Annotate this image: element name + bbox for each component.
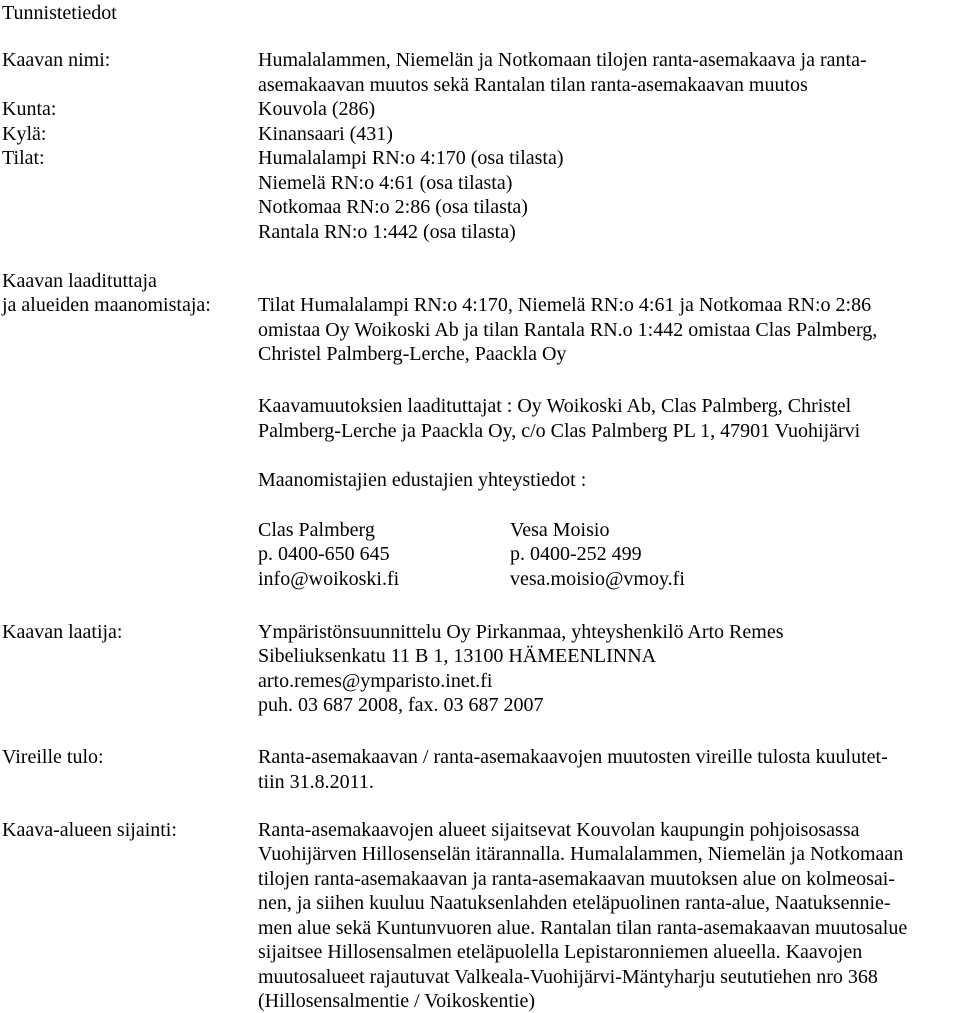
- location-line: tilojen ranta-asemakaavan ja ranta-asemakaavan muutoksen alue on kolmeosai-: [258, 868, 895, 890]
- estate-item: Notkomaa RN:o 2:86 (osa tilasta): [258, 196, 528, 218]
- initiator-label-line-1: Kaavan laadituttaja: [2, 270, 157, 292]
- location-line: men alue sekä Kuntunvuoren alue. Rantalan tilan ranta-asemakaavan muutosalue: [258, 917, 908, 939]
- plan-name-label: Kaavan nimi:: [2, 49, 111, 71]
- owners-line: Tilat Humalalampi RN:o 4:170, Niemelä RN:o 4:61 ja Notkomaa RN:o 2:86: [258, 294, 872, 316]
- location-line: (Hillosensalmentie / Voikoskentie): [258, 990, 536, 1012]
- contact-1-email: info@woikoski.fi: [258, 568, 400, 590]
- contact-1-name: Clas Palmberg: [258, 519, 375, 541]
- drafter-line: Sibeliuksenkatu 11 B 1, 13100 HÄMEENLINNA: [258, 645, 657, 667]
- contacts-heading: Maanomistajien edustajien yhteystiedot :: [258, 469, 587, 491]
- municipality-label: Kunta:: [2, 98, 57, 120]
- location-line: Vuohijärven Hillosenselän itärannalla. Humalalammen, Niemelän ja Notkomaan: [258, 843, 904, 865]
- initiator-label-line-2: ja alueiden maanomistaja:: [2, 294, 211, 316]
- initiation-line-1: Ranta-asemakaavan / ranta-asemakaavojen muutosten vireille tulosta kuulutet-: [258, 746, 888, 768]
- owners-line: omistaa Oy Woikoski Ab ja tilan Rantala RN.o 1:442 omistaa Clas Palmberg,: [258, 319, 878, 341]
- initiation-line-2: tiin 31.8.2011.: [258, 771, 374, 793]
- drafter-line: puh. 03 687 2008, fax. 03 687 2007: [258, 694, 544, 716]
- municipality-value: Kouvola (286): [258, 98, 376, 120]
- amendment-line: Kaavamuutoksien laadituttajat : Oy Woikoski Ab, Clas Palmberg, Christel: [258, 395, 852, 417]
- drafter-label: Kaavan laatija:: [2, 621, 123, 643]
- location-line: sijaitsee Hillosensalmen eteläpuolella Lepistaronniemen alueella. Kaavojen: [258, 941, 863, 963]
- location-line: muutosalueet rajautuvat Valkeala-Vuohijärvi-Mäntyharju seututiehen nro 368: [258, 966, 878, 988]
- village-value: Kinansaari (431): [258, 123, 393, 145]
- village-label: Kylä:: [2, 123, 47, 145]
- estate-item: Rantala RN:o 1:442 (osa tilasta): [258, 221, 516, 243]
- plan-name-line-1: Humalalammen, Niemelän ja Notkomaan tilojen ranta-asemakaava ja ranta-: [258, 49, 867, 71]
- contact-2-name: Vesa Moisio: [510, 519, 610, 541]
- page-heading: Tunnistetiedot: [2, 2, 117, 24]
- location-label: Kaava-alueen sijainti:: [2, 819, 177, 841]
- owners-line: Christel Palmberg-Lerche, Paackla Oy: [258, 343, 567, 365]
- estate-item: Humalalampi RN:o 4:170 (osa tilasta): [258, 147, 564, 169]
- plan-name-line-2: asemakaavan muutos sekä Rantalan tilan ranta-asemakaavan muutos: [258, 74, 808, 96]
- location-line: nen, ja siihen kuuluu Naatuksenlahden eteläpuolinen ranta-alue, Naatuksennie-: [258, 892, 891, 914]
- drafter-line: Ympäristönsuunnittelu Oy Pirkanmaa, yhteyshenkilö Arto Remes: [258, 621, 784, 643]
- contact-2-email: vesa.moisio@vmoy.fi: [510, 568, 685, 590]
- estates-label: Tilat:: [2, 147, 45, 169]
- drafter-line: arto.remes@ymparisto.inet.fi: [258, 670, 493, 692]
- location-line: Ranta-asemakaavojen alueet sijaitsevat Kouvolan kaupungin pohjoisosassa: [258, 819, 860, 841]
- contact-2-phone: p. 0400-252 499: [510, 543, 642, 565]
- amendment-line: Palmberg-Lerche ja Paackla Oy, c/o Clas Palmberg PL 1, 47901 Vuohijärvi: [258, 420, 861, 442]
- contact-1-phone: p. 0400-650 645: [258, 543, 390, 565]
- estate-item: Niemelä RN:o 4:61 (osa tilasta): [258, 172, 513, 194]
- initiation-label: Vireille tulo:: [2, 746, 104, 768]
